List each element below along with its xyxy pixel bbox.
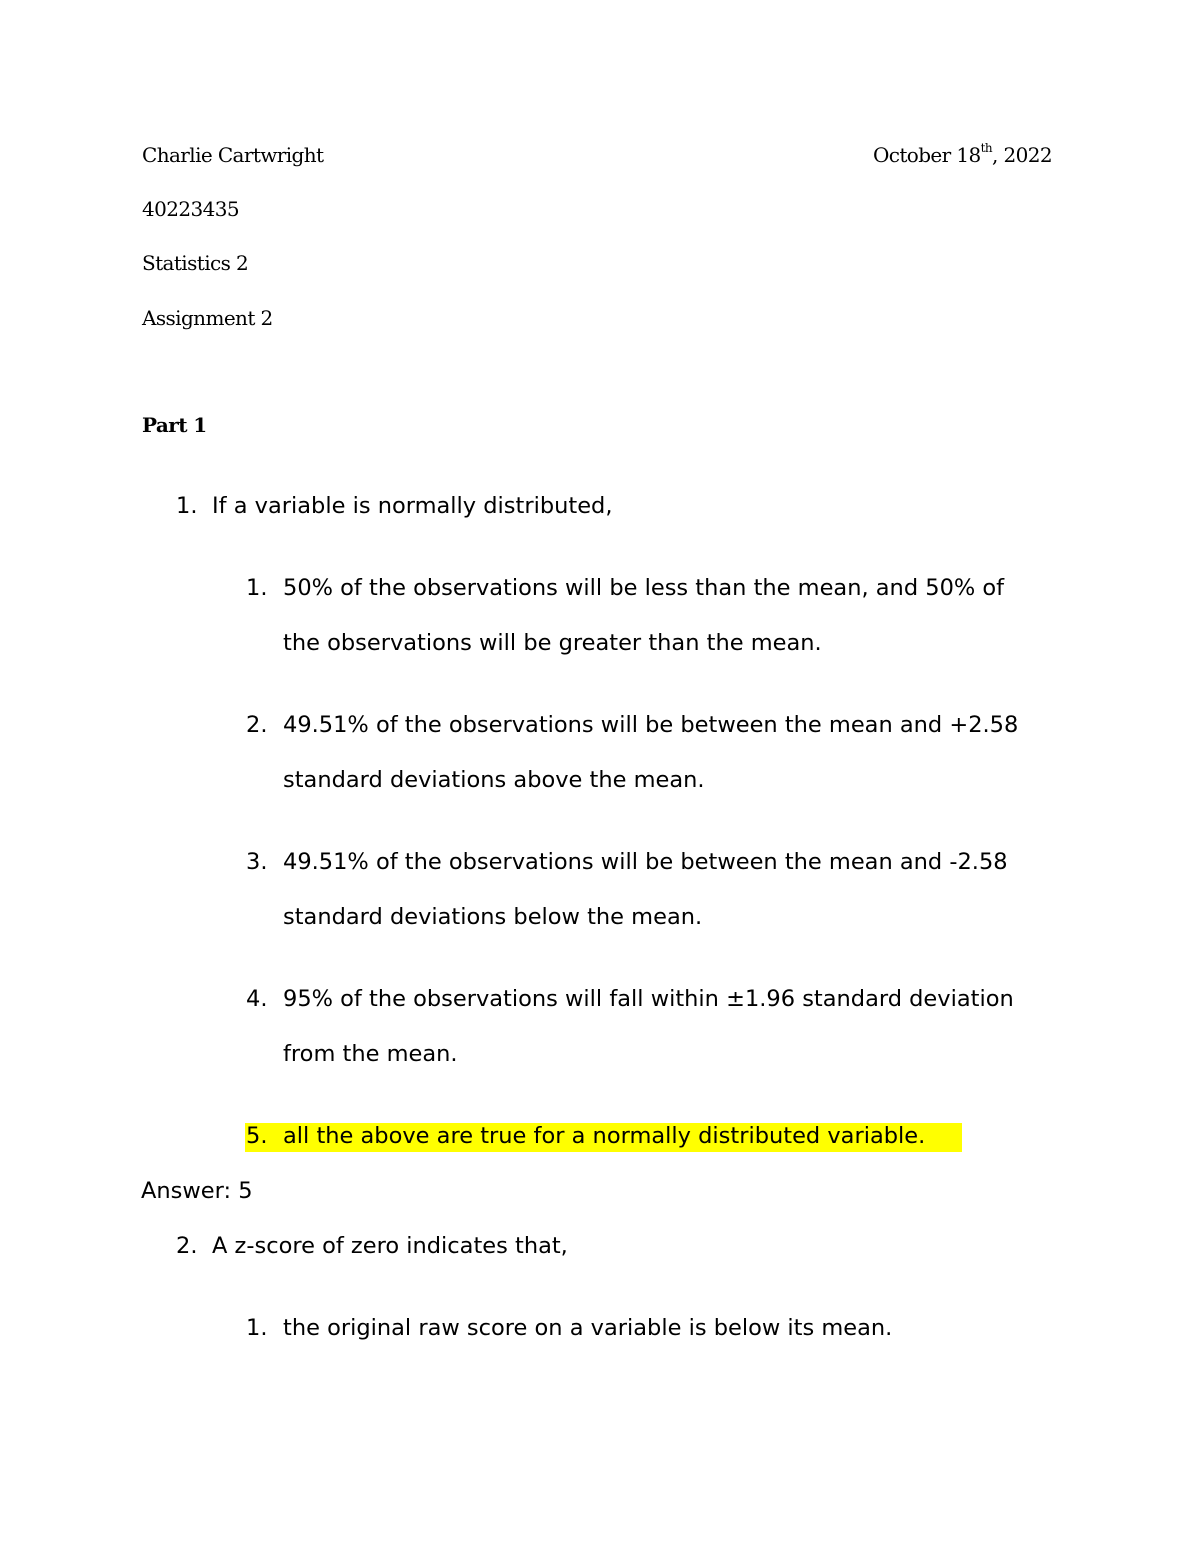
option-text: 50% of the observations will be less than the mean, and 50% of	[283, 575, 1005, 601]
option-text: all the above are true for a normally distributed variable.	[283, 1123, 926, 1149]
option-number: 1.	[246, 1315, 268, 1341]
date-month-day: October 18	[872, 143, 981, 167]
option-text-continued: the observations will be greater than the mean.	[283, 630, 822, 656]
option-text: 49.51% of the observations will be between the mean and -2.58	[283, 849, 1008, 875]
question-1	[176, 493, 197, 519]
part-heading: Part 1	[142, 413, 207, 437]
date-suffix: th	[980, 141, 992, 155]
question-prompt: A z-score of zero indicates that,	[212, 1233, 568, 1259]
option-text-continued: standard deviations above the mean.	[283, 767, 705, 793]
author-name: Charlie Cartwright	[142, 143, 324, 167]
option-number: 3.	[246, 849, 268, 875]
assignment-title: Assignment 2	[142, 306, 273, 330]
answer-text: Answer: 5	[141, 1178, 253, 1204]
option-text: the original raw score on a variable is below its mean.	[283, 1315, 893, 1341]
question-number: 2.	[176, 1233, 198, 1259]
student-id: 40223435	[142, 197, 239, 221]
course-name: Statistics 2	[142, 251, 249, 275]
option-text-continued: standard deviations below the mean.	[283, 904, 703, 930]
option-number: 5.	[246, 1123, 268, 1149]
option-number: 1.	[246, 575, 268, 601]
question-prompt: If a variable is normally distributed,	[212, 493, 613, 519]
highlighted-option	[245, 1123, 962, 1152]
option-text: 49.51% of the observations will be between the mean and +2.58	[283, 712, 1019, 738]
option-number: 4.	[246, 986, 268, 1012]
question-number: 1.	[176, 493, 198, 519]
date-year: , 2022	[991, 143, 1052, 167]
option-text-continued: from the mean.	[283, 1041, 458, 1067]
option-text: 95% of the observations will fall within ±1.96 standard deviation	[283, 986, 1014, 1012]
document-date	[873, 143, 1052, 167]
option-number: 2.	[246, 712, 268, 738]
